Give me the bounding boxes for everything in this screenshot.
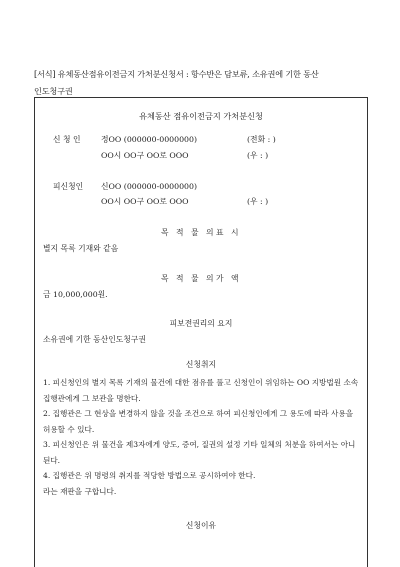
applicant-phone: (전화 : ) — [247, 135, 276, 144]
applicant-name: 정OO (000000-0000000) — [101, 135, 198, 144]
header-line-1: [서식] 유체동산점유이전금지 가처분신청서 : 항수반은 담보류, 소유권에 기한 동산 — [34, 69, 319, 79]
objects-heading: 목 적 물 의표 시 — [160, 228, 242, 237]
document-header — [34, 66, 370, 100]
value-heading: 목 적 물 의가 액 — [160, 274, 242, 283]
right-text: 소유권에 기한 동산인도청구권 — [43, 335, 146, 344]
purpose-item-1: 1. 피신청인의 별지 목록 기재의 물건에 대한 점유를 풀고 신청인이 위임하는 OO 지방법원 소속 집행관에게 그 보관을 명한다. — [43, 378, 359, 403]
respondent-name: 신OO (000000-0000000) — [101, 182, 198, 191]
purpose-heading: 신청취지 — [185, 360, 217, 369]
purpose-item-2: 2. 집행관은 그 현상을 변경하지 않을 것을 조건으로 하여 피신청인에게 그 용도에 따라 사용을 허용할 수 있다. — [43, 409, 354, 434]
applicant-label: 신 청 인 — [53, 135, 81, 144]
value-text: 금 10,000,000원. — [43, 290, 108, 299]
form-title: 유체동산 점유이전금지 가처분신청 — [139, 111, 263, 121]
closing-text: 라는 재판을 구합니다. — [43, 486, 117, 496]
respondent-address: OO시 OO구 OO로 OOO — [101, 197, 189, 206]
purpose-item-4: 4. 집행관은 위 명령의 취지를 적당한 방법으로 공시하여야 한다. — [43, 471, 256, 480]
applicant-postal: (우 : ) — [247, 151, 269, 160]
header-line-2: 인도청구권 — [34, 86, 73, 96]
respondent-label: 피신청인 — [53, 182, 84, 191]
application-form — [34, 97, 368, 567]
respondent-postal: (우 : ) — [247, 197, 269, 206]
right-heading: 피보전권리의 요지 — [169, 319, 233, 328]
purpose-list — [43, 375, 361, 499]
objects-text: 별지 목록 기재와 같음 — [43, 244, 119, 253]
applicant-address: OO시 OO구 OO로 OOO — [101, 151, 189, 160]
reason-heading: 신청이유 — [185, 521, 217, 530]
purpose-item-3: 3. 피신청인은 위 물건을 제3자에게 양도, 증여, 질권의 설정 기타 일체의 처분을 하여서는 아니된다. — [43, 440, 356, 465]
